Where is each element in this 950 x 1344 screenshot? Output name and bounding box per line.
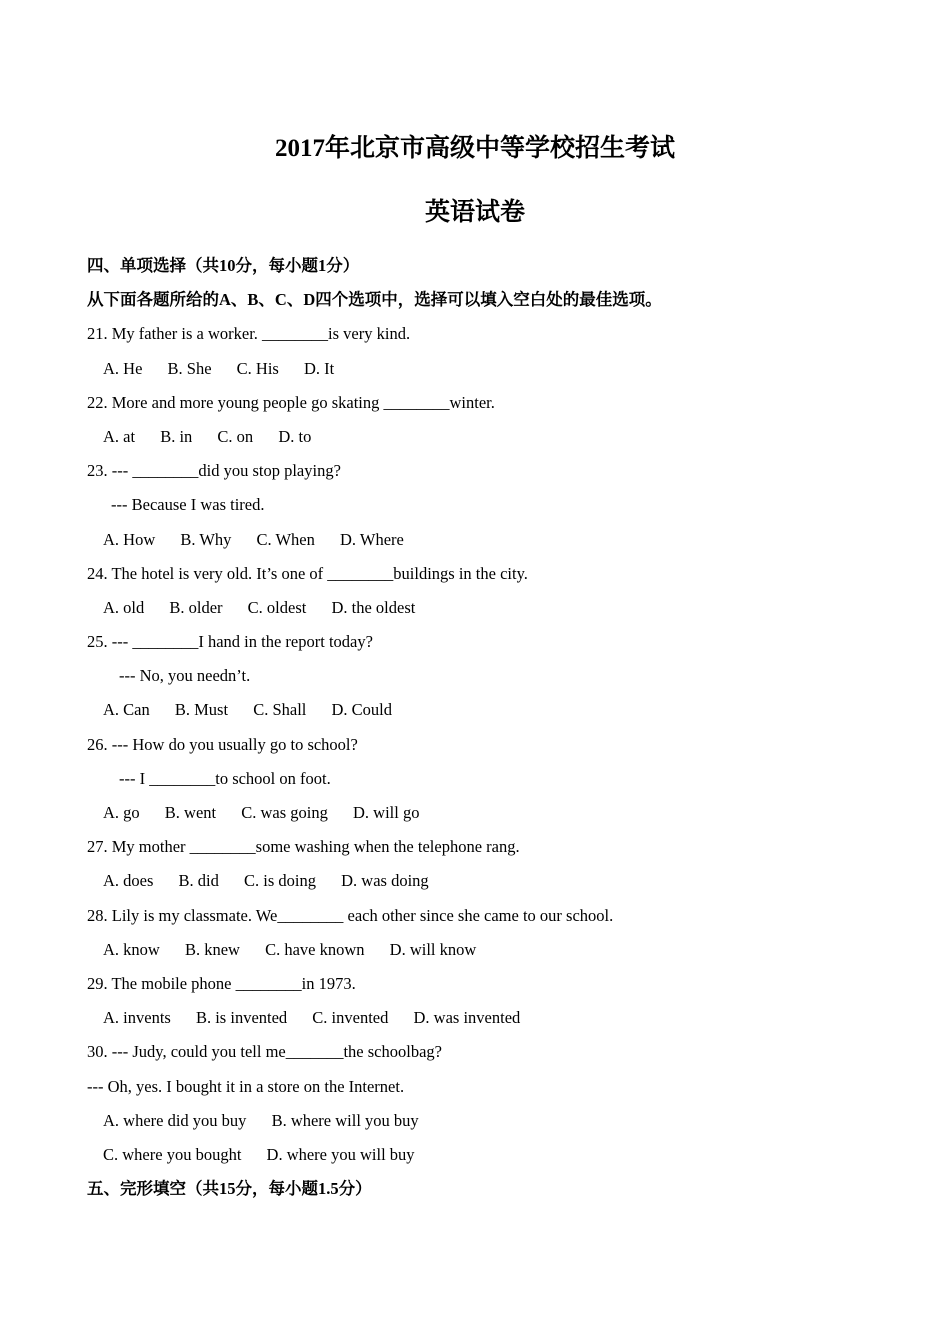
question-26-stem: 26. --- How do you usually go to school? [87,734,358,754]
option-d: D. to [278,426,312,446]
question-21-options [87,352,887,386]
option-a: A. old [103,597,145,617]
option-b: B. did [178,871,219,891]
option-d: D. Could [331,700,393,720]
option-b: B. knew [184,939,240,959]
option-a: A. at [103,426,136,446]
section5-heading: 五、完形填空（共15分，每小题1.5分） [87,1179,372,1199]
question-21-stem: 21. My father is a worker. ________is very kind. [87,324,411,344]
option-d: D. will know [389,939,477,959]
option-a: A. know [103,939,160,959]
question-30-options-ab [87,1104,887,1138]
option-b: B. where will you buy [271,1110,419,1130]
option-b: B. is invented [195,1008,288,1028]
option-c: C. have known [265,939,365,959]
question-30-options-cd [87,1138,887,1172]
question-30-stem: 30. --- Judy, could you tell me_______the schoolbag? [87,1042,442,1062]
question-25-options [87,693,887,727]
option-c: C. When [256,529,315,549]
option-b: B. Must [174,700,229,720]
question-28-stem: 28. Lily is my classmate. We________ each other since she came to our school. [87,905,614,925]
option-b: B. She [167,358,212,378]
option-d: D. will go [353,803,420,822]
option-d: D. was doing [341,871,429,891]
question-26-reply: --- I ________to school on foot. [119,768,331,788]
option-d: D. was invented [413,1008,521,1028]
option-c: C. oldest [247,597,307,617]
section4-heading: 四、单项选择（共10分，每小题1分） [87,256,360,275]
option-b: B. went [164,803,217,822]
option-c: C. is doing [244,871,316,891]
option-c: C. His [236,358,279,378]
option-b: B. Why [180,529,232,549]
question-22-stem: 22. More and more young people go skating ________winter. [87,392,495,412]
exam-subtitle: 英语试卷 [424,199,525,226]
question-23-stem: 23. --- ________did you stop playing? [87,461,341,481]
option-d: D. Where [340,529,404,549]
option-c: C. was going [241,803,328,822]
option-a: A. go [103,803,140,822]
option-d: D. It [303,358,335,378]
question-24-stem: 24. The hotel is very old. It’s one of ________buildings in the city. [87,563,528,583]
option-a: A. He [103,358,143,378]
question-29-options [87,1001,887,1035]
option-b: B. in [160,426,193,446]
exam-content [87,249,887,1206]
question-27-options [87,864,887,898]
question-29-stem: 29. The mobile phone ________in 1973. [87,973,356,993]
option-a: A. How [103,529,156,549]
option-c: C. where you bought [103,1144,242,1164]
question-23-options [87,523,887,557]
option-a: A. invents [103,1008,171,1028]
question-25-reply: --- No, you needn’t. [119,666,251,686]
exam-title: 2017年北京市高级中等学校招生考试 [274,135,675,162]
section4-instruction: 从下面各题所给的A、B、C、D四个选项中，选择可以填入空白处的最佳选项。 [87,290,662,310]
question-23-reply: --- Because I was tired. [111,495,265,515]
option-a: A. Can [103,700,150,720]
option-c: C. on [217,426,254,446]
question-27-stem: 27. My mother ________some washing when the telephone rang. [87,837,520,857]
question-22-options [87,420,887,454]
option-b: B. older [169,597,223,617]
option-d: D. the oldest [331,597,416,617]
question-24-options [87,591,887,625]
question-28-options [87,933,887,967]
question-25-stem: 25. --- ________I hand in the report today? [87,632,373,652]
option-d: D. where you will buy [266,1144,415,1164]
option-c: C. Shall [253,700,307,720]
option-a: A. does [103,871,154,891]
option-c: C. invented [312,1008,389,1028]
option-a: A. where did you buy [103,1110,247,1130]
question-26-options [87,796,887,830]
question-30-reply: --- Oh, yes. I bought it in a store on the Internet. [87,1076,405,1096]
